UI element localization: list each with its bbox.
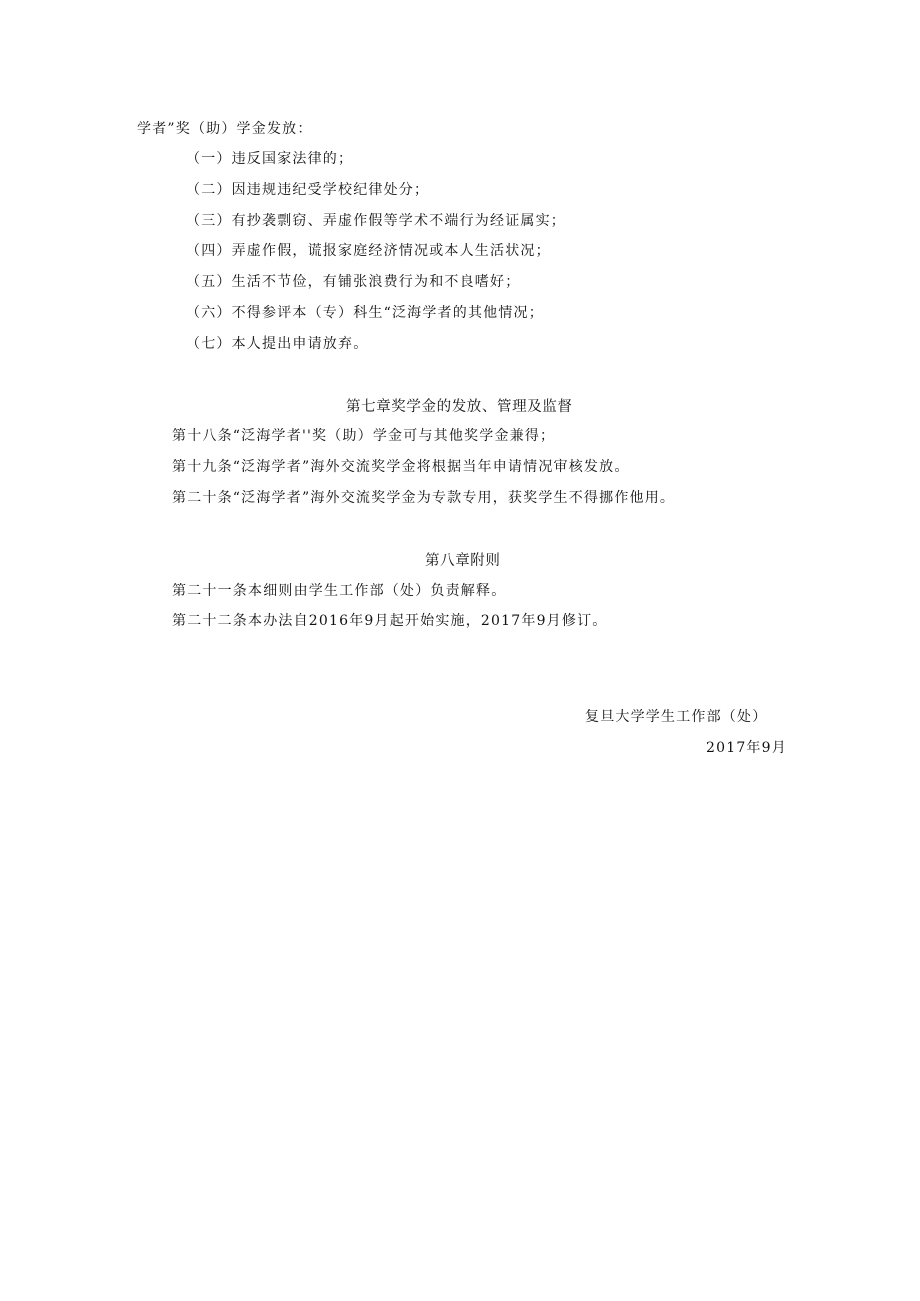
article-21: 第二十一条本细则由学生工作部（处）负责解释。 bbox=[172, 583, 507, 599]
signature-org: 复旦大学学生工作部（处） bbox=[585, 709, 768, 725]
chapter-7-title: 第七章奖学金的发放、管理及监督 bbox=[346, 399, 573, 415]
article-19: 第十九条“泛海学者”海外交流奖学金将根据当年申请情况审核发放。 bbox=[172, 459, 630, 475]
list-item-2: （二）因违规违纪受学校纪律处分； bbox=[186, 182, 430, 198]
chapter-8-title: 第八章附则 bbox=[425, 553, 501, 569]
intro-line: 学者”奖（助）学金发放： bbox=[137, 121, 313, 137]
list-item-6: （六）不得参评本（专）科生“泛海学者的其他情况； bbox=[186, 305, 544, 321]
list-item-7: （七）本人提出申请放弃。 bbox=[186, 336, 369, 352]
article-22: 第二十二条本办法自2016年9月起开始实施，2017年9月修订。 bbox=[172, 613, 608, 629]
list-item-5: （五）生活不节俭，有铺张浪费行为和不良嗜好； bbox=[186, 274, 521, 290]
article-18: 第十八条“泛海学者''奖（助）学金可与其他奖学金兼得； bbox=[172, 428, 556, 444]
signature-date: 2017年9月 bbox=[706, 740, 787, 756]
list-item-1: （一）违反国家法律的； bbox=[186, 151, 354, 167]
list-item-3: （三）有抄袭剽窃、弄虚作假等学术不端行为经证属实； bbox=[186, 213, 566, 229]
article-20: 第二十条“泛海学者”海外交流奖学金为专款专用，获奖学生不得挪作他用。 bbox=[172, 490, 676, 506]
list-item-4: （四）弄虚作假，谎报家庭经济情况或本人生活状况； bbox=[186, 243, 551, 259]
